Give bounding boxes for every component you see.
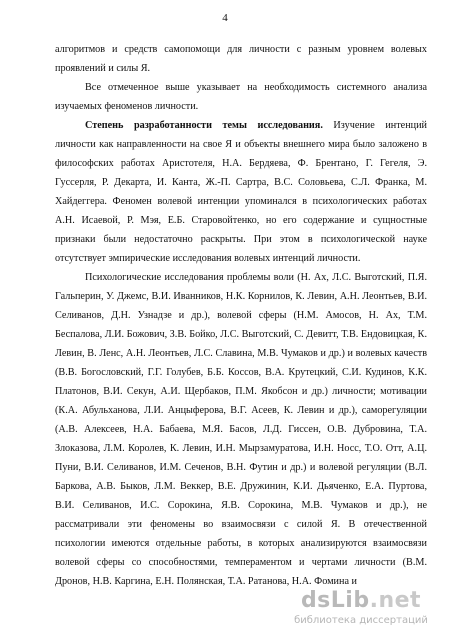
paragraph-4: Психологические исследования проблемы воли (Н. Ах, Л.С. Выготский, П.Я. Гальперин, У. Джемс, В.И. Иванников, Н.К. Корнилов, К. Левин, А.Н. Леонтьев, В.И. Селиванов, Д.Н. Узнадзе и др.), волевой сферы (Н.М. Амосов, Н. Ах, Т.М. Беспалова, Л.И. Божович, З.В. Бойко, Л.С. Выготский, С. Девитт, Т.В. Ендовицкая, К. Левин, В. Ленс, А.Н. Леонтьев, Л.С. Славина, М.В. Чумаков и др.) и волевых качеств (В.В. Богословский, Г.Г. Голубев, Б.Б. Коссов, В.А. Крутецкий, С.И. Кудинов, К.К. Платонов, В.И. Секун, А.И. Щербаков, П.М. Якобсон и др.) личности; мотивации (К.А. Абульханова, Л.И. Анцыферова, В.Г. Асеев, К. Левин и др.), саморегуляции (А.В. Алексеев, Н.А. Бабаева, М.Я. Басов, Л.Д. Гиссен, О.В. Дубровина, Т.А. Злоказова, Л.М. Королев, К. Левин, И.Н. Мырзамуратова, И.Н. Носс, Т.О. Отт, А.Ц. Пуни, В.И. Селиванов, И.М. Сеченов, В.Н. Футин и др.) и волевой регуляции (В.Л. Баркова, А.В. Быков, Л.М. Веккер, В.Е. Дружинин, К.И. Дьяченко, Е.А. Пуртова, В.И. Селиванов, И.С. Сорокина, Я.В. Сорокина, М.В. Чумаков и др.), не рассматривали эти феномены во взаимосвязи с силой Я. В отечественной психологии имеются отдельные работы, в которых анализируются взаимосвязи волевой сферы со способностями, темпераментом и чертами личности (В.М. Дронов, Н.В. Каргина, Е.Н. Полянская, Т.А. Ратанова, Н.А. Фомина и: [55, 272, 427, 587]
watermark: [286, 589, 436, 631]
section-heading: Степень разработанности темы исследования.: [85, 120, 323, 131]
watermark-caption: библиотека диссертаций: [294, 615, 428, 626]
paragraph-3: [55, 116, 427, 268]
paragraph-1: алгоритмов и средств самопомощи для личности с разным уровнем волевых проявлений и силы Я.: [55, 44, 427, 74]
paragraph-2: Все отмеченное выше указывает на необходимость системного анализа изучаемых феноменов личности.: [55, 82, 427, 112]
watermark-logo: [286, 589, 436, 613]
document-body: [55, 40, 427, 591]
watermark-logo-suffix: .net: [369, 588, 422, 613]
page-number: 4: [222, 12, 228, 24]
paragraph-3-text: Изучение интенций личности как направленности на свое Я и объекты внешнего мира было заложено в философских работах Аристотеля, Н.А. Бердяева, Ф. Брентано, Г. Гегеля, Э. Гуссерля, Р. Декарта, И. Канта, Ж.-П. Сартра, В.С. Соловьева, С.Л. Франка, М. Хайдеггера. Феномен волевой интенции упоминался в психологических работах А.Н. Исаевой, Р. Мэя, Е.Б. Старовойтенко, но его содержание и сущностные признаки были недостаточно раскрыты. При этом в психологической науке отсутствует эмпирические исследования волевых интенций личности.: [55, 120, 427, 264]
watermark-logo-main: dsLib: [300, 588, 370, 613]
